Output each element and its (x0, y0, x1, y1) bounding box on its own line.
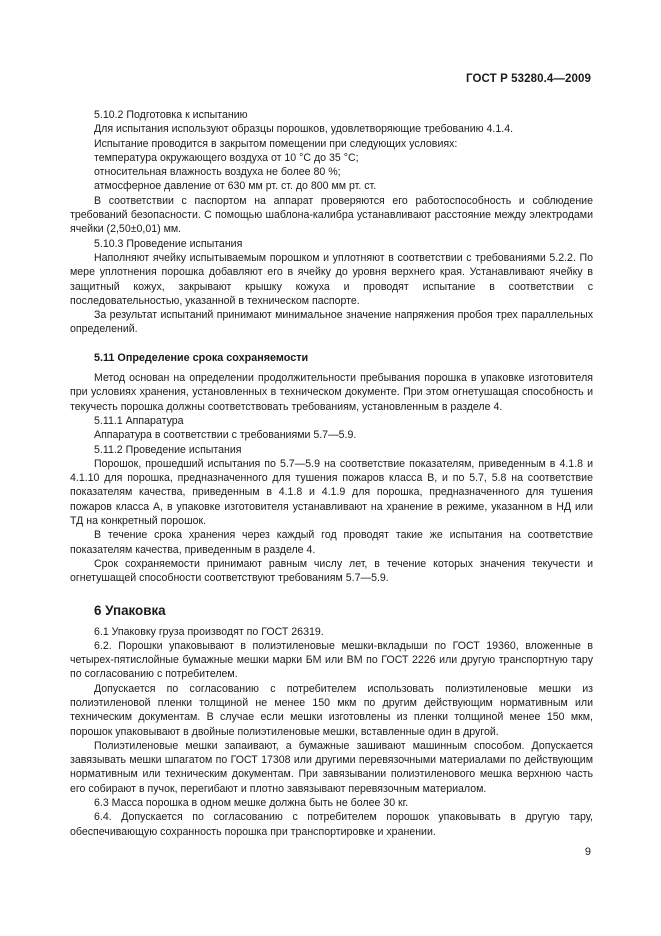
subsection-title-5-10-2: 5.10.2 Подготовка к испытанию (94, 109, 248, 121)
subsection-title-5-10-3: 5.10.3 Проведение испытания (94, 237, 243, 250)
paragraph: 6.2. Порошки упаковывают в полиэтиленовые мешки-вкладыши по ГОСТ 19360, вложенные в четырех-пятислойные бумажные мешки марки БМ или ВМ по ГОСТ 2226 или другую транспортную тару по согласованию с потребителем. (70, 639, 593, 681)
paragraph: Аппаратура в соответствии с требованиями 5.7—5.9. (94, 429, 357, 442)
paragraph: 6.4. Допускается по согласованию с потребителем порошок упаковывать в другую тару, обеспечивающую сохранность порошка при транспортировке и хранении. (70, 811, 593, 838)
document-header: ГОСТ Р 53280.4—2009 (466, 73, 591, 85)
page-number: 9 (584, 846, 591, 858)
paragraph: В течение срока хранения через каждый год проводят такие же испытания на соответствие показателям качества, приведенным в разделе 4. (70, 529, 593, 556)
paragraph: За результат испытаний принимают минимальное значение напряжения пробоя трех параллельных определений. (70, 309, 593, 336)
document-body (70, 108, 593, 839)
paragraph: Наполняют ячейку испытываемым порошком и уплотняют в соответствии с требованиями 5.2.2. По мере уплотнения порошка добавляют его в ячейку до уровня верхнего края. Устанавливают ячейку в защитный кожух, закрывают крышку кожуха и проводят испытание в соответствии с последовательностью, указанной в техническом паспорте. (70, 251, 593, 307)
paragraph: Порошок, прошедший испытания по 5.7—5.9 на соответствие показателям, приведенным в 4.1.8 и 4.1.10 для порошка, предназначенного для тушения пожаров класса В, и по 5.7, 5.8 на соответствие показателям качества, приведенным в 4.1.8 и 4.1.9 для порошка, предназначенного для тушения пожаров класса А, в упаковке изготовителя устанавливают на хранение в режиме, указанном в НД или ТД на конкретный порошок. (70, 457, 593, 528)
subsection-title-5-11-1: 5.11.1 Аппаратура (94, 414, 184, 427)
paragraph: Допускается по согласованию с потребителем использовать полиэтиленовые мешки из полиэтиленовой пленки толщиной не менее 150 мкм по другим действующим нормативным или техническим документам. В случае если мешки изготовлены из пленки толщиной менее 150 мкм, порошок упаковывают в двойные полиэтиленовые мешки, вставленные один в другой. (70, 682, 593, 738)
paragraph: 6.3 Масса порошка в одном мешке должна быть не более 30 кг. (94, 797, 409, 810)
paragraph: атмосферное давление от 630 мм рт. ст. до 800 мм рт. ст. (94, 180, 377, 193)
subsection-title-5-11-2: 5.11.2 Проведение испытания (94, 443, 242, 456)
paragraph: температура окружающего воздуха от 10 °С до 35 °С; (94, 151, 359, 164)
chapter-title-6: 6 Упаковка (94, 602, 166, 618)
paragraph: 6.1 Упаковку груза производят по ГОСТ 26319. (94, 625, 324, 638)
paragraph: В соответствии с паспортом на аппарат проверяются его работоспособность и соблюдение требований безопасности. С помощью шаблона-калибра устанавливают расстояние между электродами ячейки (2,50±0,01) мм. (70, 194, 593, 236)
section-title-5-11: 5.11 Определение срока сохраняемости (94, 351, 309, 364)
paragraph: Испытание проводится в закрытом помещении при следующих условиях: (94, 137, 458, 150)
paragraph: Метод основан на определении продолжительности пребывания порошка в упаковке изготовителя при условиях хранения, установленных в техническом документе. При этом огнетушащая способность и текучесть порошка должны соответствовать требованиям, установленным в разделе 4. (70, 372, 593, 413)
paragraph: Срок сохраняемости принимают равным числу лет, в течение которых значения текучести и огнетушащей способности соответствуют требованиям 5.7—5.9. (70, 557, 593, 585)
paragraph: Полиэтиленовые мешки запаивают, а бумажные зашивают машинным способом. Допускается завязывать мешки шпагатом по ГОСТ 17308 или другими перевязочными материалами по действующим нормативным или техническим документам. При завязывании полиэтиленового мешка верхнюю часть его собирают в пучок, перегибают и плотно завязывают перевязочным материалом. (70, 739, 593, 795)
paragraph: Для испытания используют образцы порошков, удовлетворяющие требованию 4.1.4. (94, 123, 514, 136)
paragraph: относительная влажность воздуха не более 80 %; (94, 166, 341, 179)
